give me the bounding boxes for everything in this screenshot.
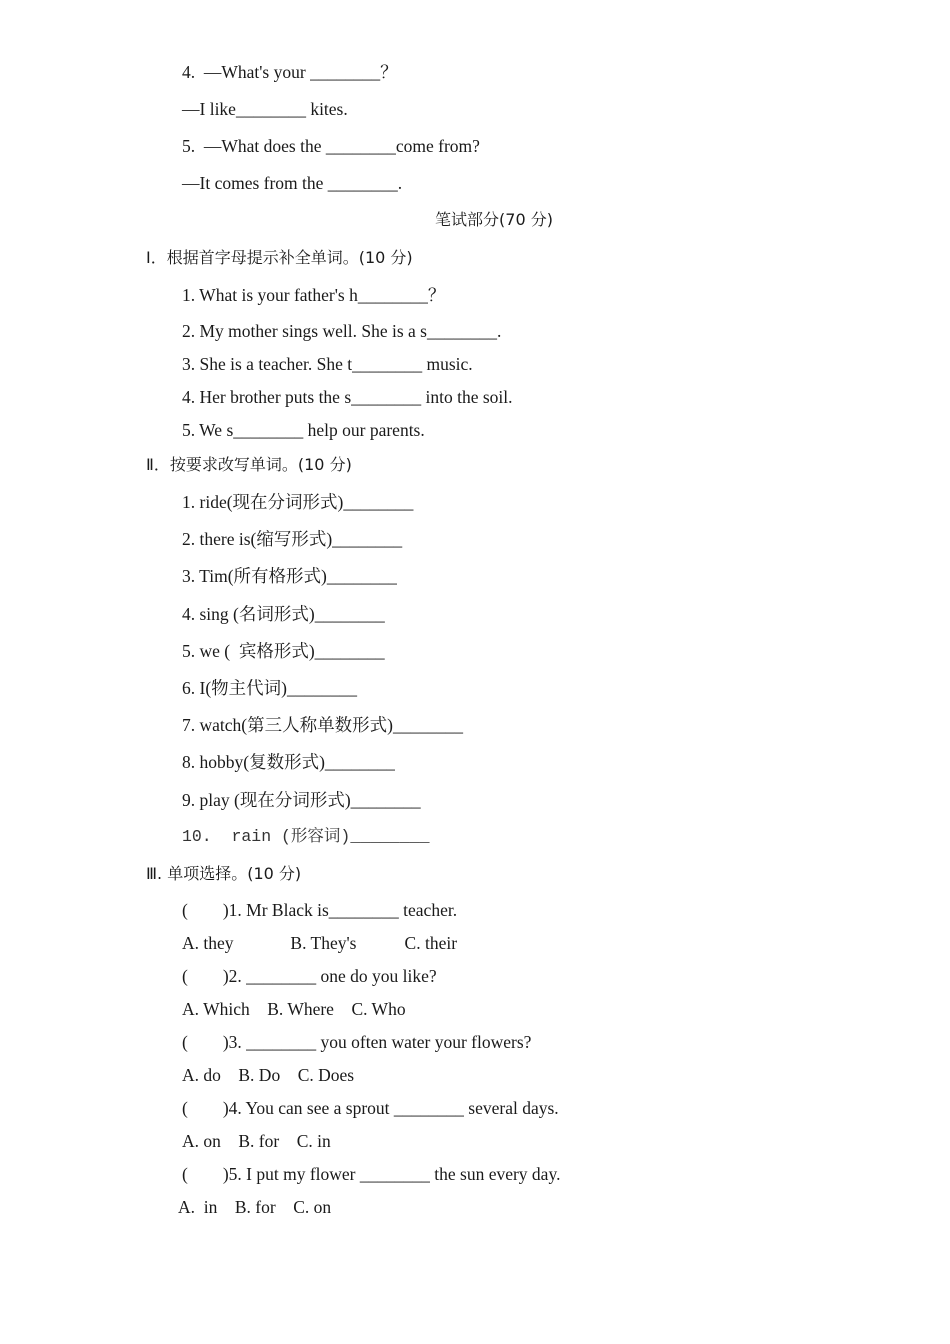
section-2-item: 2. there is(缩写形式)________ [182,529,403,549]
section-3-heading: Ⅲ. 单项选择。(10 分) [146,864,302,883]
mc-question-stem: ( )1. Mr Black is________ teacher. [182,900,458,920]
section-2-item: 10. rain (形容词)________ [182,827,430,846]
section-1-item: 4. Her brother puts the s________ into the soil. [182,387,513,407]
section-1-item: 3. She is a teacher. She t________ music. [182,354,473,374]
section-2-item: 1. ride(现在分词形式)________ [182,492,414,512]
mc-question-options: A. Which B. Where C. Who [182,999,406,1019]
section-2-item: 6. I(物主代词)________ [182,678,357,698]
section-1-item: 5. We s________ help our parents. [182,420,425,440]
mc-question-stem: ( )5. I put my flower ________ the sun every day. [182,1164,561,1184]
mc-question-stem: ( )2. ________ one do you like? [182,966,437,986]
written-part-title: 笔试部分(70 分) [435,210,553,229]
section-2-item: 4. sing (名词形式)________ [182,604,385,624]
mc-question-stem: ( )3. ________ you often water your flowers? [182,1032,532,1052]
mc-question-options: A. on B. for C. in [182,1131,331,1151]
section-2-item: 9. play (现在分词形式)________ [182,790,421,810]
mc-question-options: A. they B. They's C. their [182,933,458,953]
mc-question-options: A. do B. Do C. Does [182,1065,355,1085]
mc-question-stem: ( )4. You can see a sprout ________ several days. [182,1098,559,1118]
section-2-item: 7. watch(第三人称单数形式)________ [182,715,463,735]
listening-item-5-question: 5. —What does the ________come from? [182,136,480,156]
mc-question-options: A. in B. for C. on [178,1197,332,1217]
listening-item-4-answer: —I like________ kites. [182,99,348,119]
section-1-item: 2. My mother sings well. She is a s________. [182,321,502,341]
section-2-item: 8. hobby(复数形式)________ [182,752,395,772]
section-2-item: 5. we ( 宾格形式)________ [182,641,385,661]
section-1-heading: Ⅰ．根据首字母提示补全单词。(10 分) [146,248,413,267]
section-2-heading: Ⅱ．按要求改写单词。(10 分) [146,455,352,474]
section-1-item: 1. What is your father's h________？ [182,285,446,305]
listening-item-4-question: 4. —What's your ________？ [182,62,398,82]
section-2-item: 3. Tim(所有格形式)________ [182,566,397,586]
listening-item-5-answer: —It comes from the ________. [182,173,403,193]
